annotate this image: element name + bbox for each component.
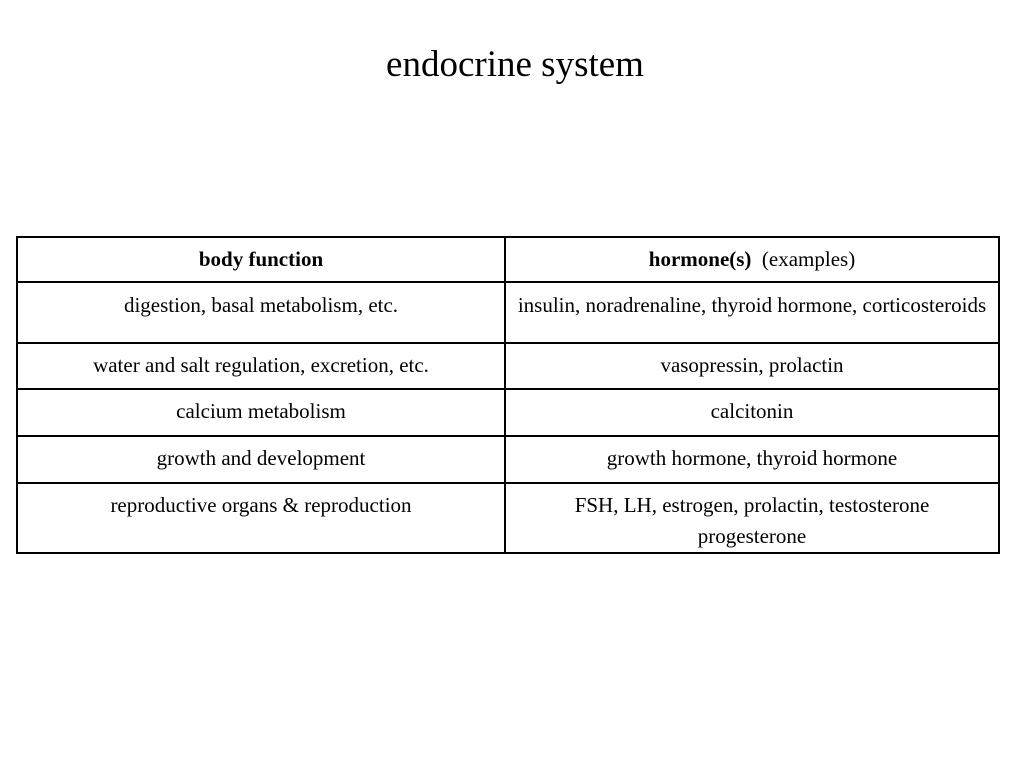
hormones-cell: vasopressin, prolactin <box>505 343 999 389</box>
slide-title: endocrine system <box>386 44 644 85</box>
table-row <box>17 483 999 553</box>
function-cell: reproductive organs & reproduction <box>17 483 505 553</box>
function-cell: growth and development <box>17 436 505 483</box>
table-row <box>17 436 999 483</box>
header-hormones-note: (examples) <box>761 247 856 271</box>
function-cell: calcium metabolism <box>17 389 505 436</box>
hormones-cell <box>505 483 999 553</box>
table-row <box>17 282 999 343</box>
hormones-cell-line2: progesterone <box>697 524 807 548</box>
hormone-function-table <box>16 236 1000 554</box>
header-body-function <box>17 237 505 282</box>
header-hormones-label: hormone(s) <box>648 247 752 271</box>
table-row <box>17 343 999 389</box>
header-hormones <box>505 237 999 282</box>
function-cell: water and salt regulation, excretion, etc. <box>17 343 505 389</box>
endocrine-table <box>16 236 998 554</box>
table-row <box>17 389 999 436</box>
hormones-cell: growth hormone, thyroid hormone <box>505 436 999 483</box>
header-body-function-label: body function <box>198 247 324 271</box>
hormones-cell-line1: FSH, LH, estrogen, prolactin, testosterone <box>574 493 930 517</box>
table-header-row <box>17 237 999 282</box>
hormones-cell: insulin, noradrenaline, thyroid hormone, corticosteroids <box>505 282 999 343</box>
function-cell: digestion, basal metabolism, etc. <box>17 282 505 343</box>
hormones-cell: calcitonin <box>505 389 999 436</box>
